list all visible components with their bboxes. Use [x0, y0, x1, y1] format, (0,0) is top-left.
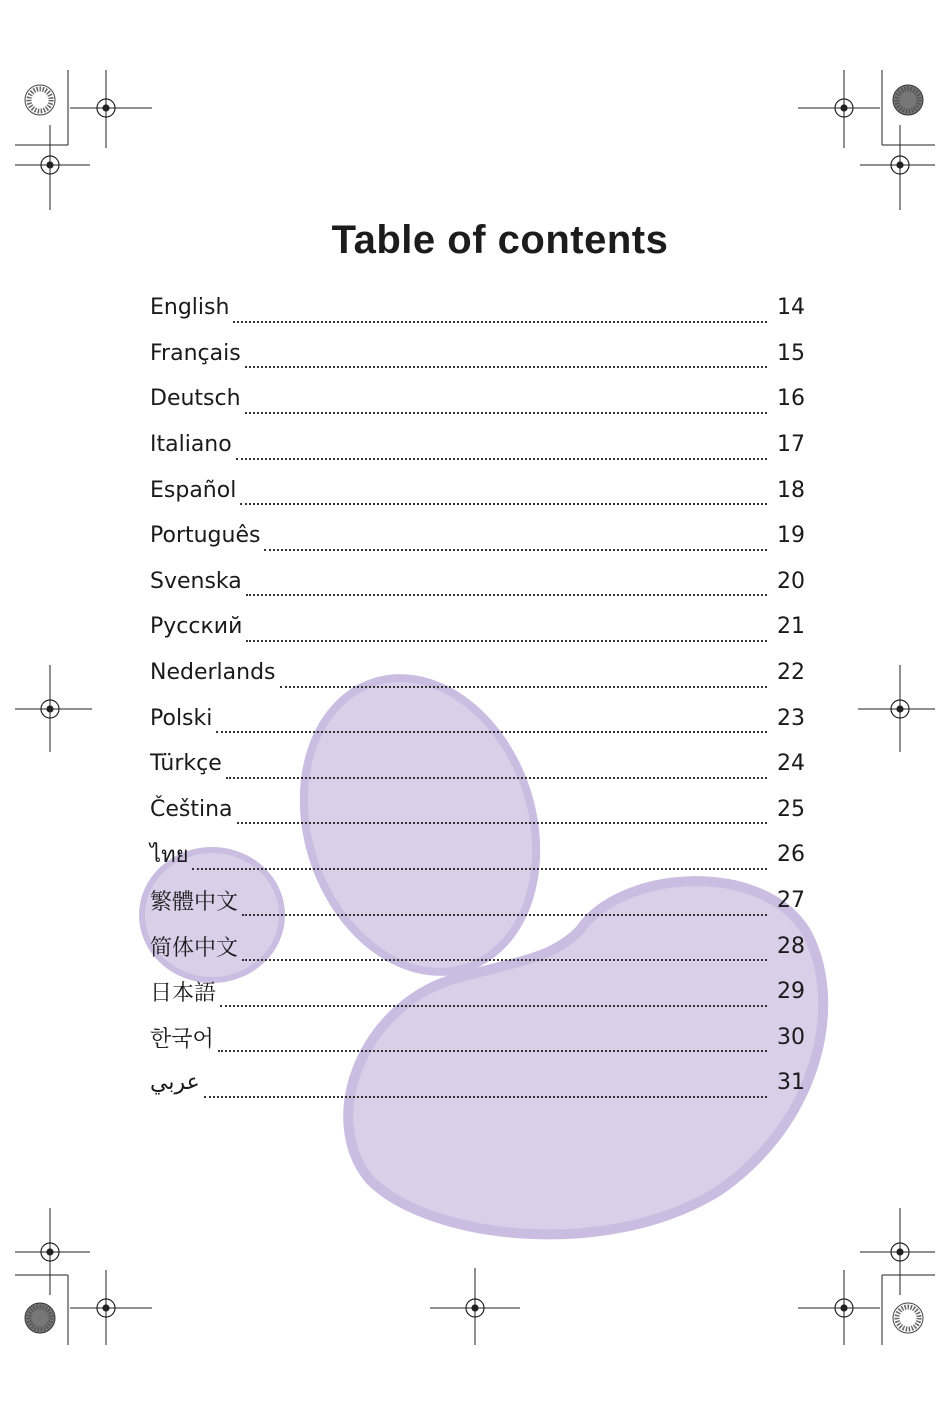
toc-entry[interactable] — [150, 650, 805, 696]
toc-entry-page-number: 23 — [777, 705, 805, 731]
toc-entry-page-number: 25 — [777, 796, 805, 822]
toc-entry-page-number: 29 — [777, 979, 805, 1005]
toc-entry-page-number: 30 — [777, 1024, 805, 1050]
toc-entry-page-number: 15 — [777, 340, 805, 366]
toc-entry-page-number: 26 — [777, 842, 805, 868]
toc-entry-label: 繁體中文 — [150, 890, 239, 916]
toc-entry[interactable] — [150, 878, 805, 924]
dot-leader — [264, 527, 767, 551]
toc-entry-label: Italiano — [150, 432, 232, 458]
toc-entry[interactable] — [150, 513, 805, 559]
toc-entry-label: Português — [150, 523, 261, 549]
toc-entry-label: Türkçe — [150, 751, 222, 777]
toc-entry-page-number: 14 — [777, 295, 805, 321]
toc-entry-label: Čeština — [150, 796, 233, 822]
toc-entry-page-number: 18 — [777, 477, 805, 503]
toc-entry-label: English — [150, 295, 230, 321]
toc-entry-label: Русский — [150, 614, 243, 640]
dot-leader — [245, 344, 767, 368]
dot-leader — [246, 572, 767, 596]
dot-leader — [242, 937, 767, 961]
toc-entry[interactable] — [150, 969, 805, 1015]
toc-entry-label: 日本語 — [150, 981, 217, 1007]
dot-leader — [237, 800, 767, 824]
dot-leader — [192, 846, 767, 870]
toc-entry-label: Español — [150, 477, 237, 503]
toc-entry-page-number: 28 — [777, 933, 805, 959]
table-of-contents — [150, 285, 805, 1106]
dot-leader — [246, 618, 767, 642]
toc-entry-page-number: 16 — [777, 386, 805, 412]
dot-leader — [226, 755, 767, 779]
dot-leader — [242, 892, 767, 916]
toc-entry-label: Polski — [150, 705, 213, 731]
toc-entry[interactable] — [150, 422, 805, 468]
toc-entry-label: Nederlands — [150, 660, 276, 686]
toc-entry[interactable] — [150, 1060, 805, 1106]
toc-entry[interactable] — [150, 832, 805, 878]
toc-entry[interactable] — [150, 331, 805, 377]
toc-entry[interactable] — [150, 467, 805, 513]
dot-leader — [280, 664, 767, 688]
page-title: Table of contents — [331, 218, 669, 262]
toc-entry-page-number: 24 — [777, 751, 805, 777]
toc-entry[interactable] — [150, 923, 805, 969]
toc-entry-label: Deutsch — [150, 386, 241, 412]
dot-leader — [240, 481, 767, 505]
toc-entry-page-number: 19 — [777, 523, 805, 549]
toc-entry-label: 简体中文 — [150, 935, 239, 961]
toc-entry[interactable] — [150, 559, 805, 605]
toc-entry-page-number: 22 — [777, 660, 805, 686]
dot-leader — [218, 1028, 767, 1052]
toc-entry-label: عربي — [150, 1070, 200, 1096]
dot-leader — [236, 436, 767, 460]
dot-leader — [220, 983, 767, 1007]
toc-entry[interactable] — [150, 376, 805, 422]
toc-entry-label: Svenska — [150, 568, 242, 594]
toc-entry-page-number: 17 — [777, 432, 805, 458]
dot-leader — [245, 390, 767, 414]
toc-entry-page-number: 20 — [777, 568, 805, 594]
toc-entry-page-number: 21 — [777, 614, 805, 640]
dot-leader — [204, 1074, 767, 1098]
toc-entry-label: Français — [150, 340, 241, 366]
dot-leader — [233, 299, 767, 323]
toc-entry[interactable] — [150, 285, 805, 331]
dot-leader — [216, 709, 767, 733]
toc-entry[interactable] — [150, 787, 805, 833]
toc-entry[interactable] — [150, 695, 805, 741]
toc-entry-label: ไทย — [150, 843, 189, 869]
toc-entry[interactable] — [150, 1015, 805, 1061]
toc-entry-page-number: 31 — [777, 1070, 805, 1096]
toc-entry[interactable] — [150, 604, 805, 650]
toc-entry[interactable] — [150, 741, 805, 787]
toc-entry-page-number: 27 — [777, 888, 805, 914]
toc-entry-label: 한국어 — [150, 1026, 214, 1052]
